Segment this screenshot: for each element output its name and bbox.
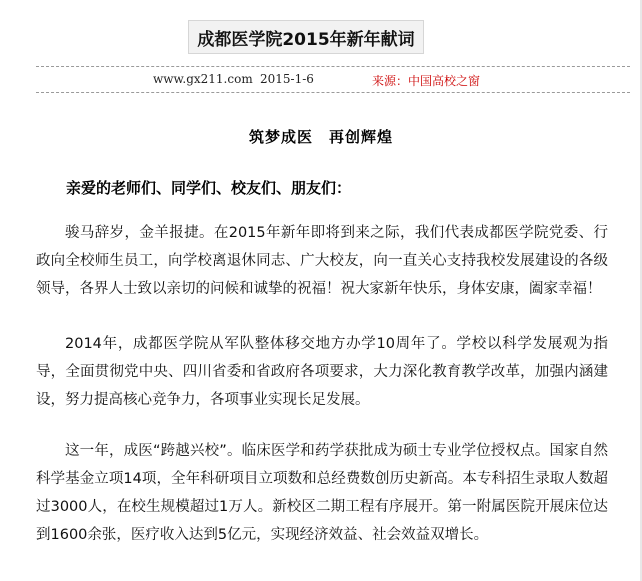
paragraph-2: 2014年，成都医学院从军队整体移交地方办学10周年了。学校以科学发展观为指导，全面贯彻党中央、四川省委和省政府各项要求，大力深化教育教学改革，加强内涵建设，努力提高核心竞争力，各项事业实现长足发展。 bbox=[36, 336, 608, 408]
article-title: 成都医学院2015年新年献词 bbox=[188, 20, 424, 54]
paragraph-3: 这一年，成医“跨越兴校”。临床医学和药学获批成为硕士专业学位授权点。国家自然科学基金立项14项，全年科研项目立项数和总经费数创历史新高。本专科招生录取人数超过3000人，在校生规模超过1万人。新校区二期工程有序展开。第一附属医院开展床位达到1600余张，医疗收入达到5亿元，实现经济效益、社会效益双增长。 bbox=[36, 443, 608, 543]
article-subtitle: 筑梦成医 再创辉煌 bbox=[248, 128, 393, 146]
paragraph-1: 骏马辞岁，金羊报捷。在2015年新年即将到来之际，我们代表成都医学院党委、行政向全校师生员工，向学校离退休同志、广大校友，向一直关心支持我校发展建设的各级领导，各界人士致以亲切的问候和诚挚的祝福！祝大家新年快乐，身体安康，阖家幸福！ bbox=[36, 225, 608, 297]
source-website: www.gx211.com bbox=[153, 72, 253, 86]
source-label: 来源：中国高校之窗 bbox=[372, 74, 481, 88]
divider-top bbox=[36, 66, 630, 67]
divider-bottom bbox=[36, 92, 630, 93]
article-greeting: 亲爱的老师们、同学们、校友们、朋友们： bbox=[66, 179, 352, 197]
publish-date: 2015-1-6 bbox=[260, 72, 314, 86]
